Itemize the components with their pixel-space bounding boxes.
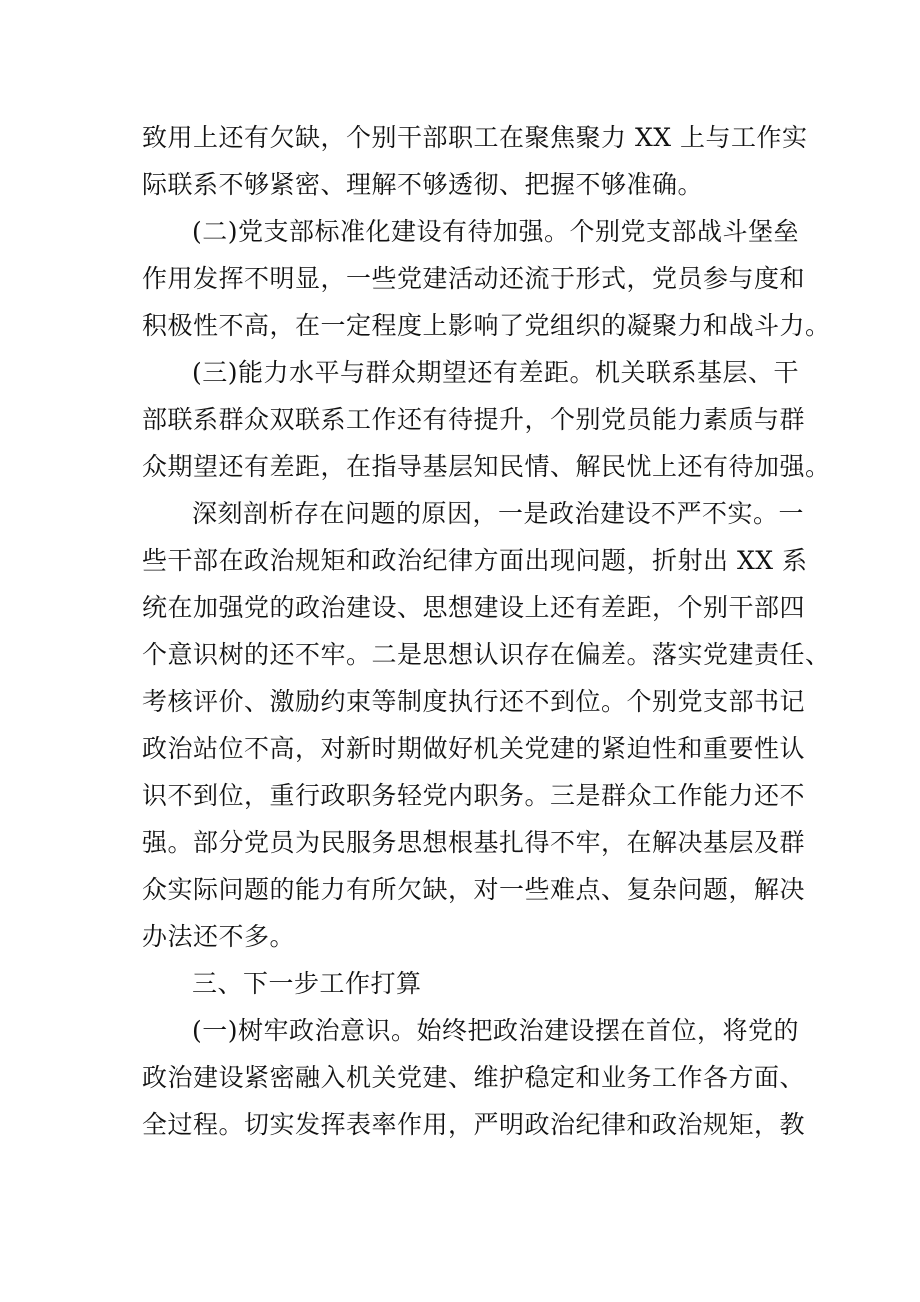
text-line: 作用发挥不明显，一些党建活动还流于形式，党员参与度和: [142, 264, 806, 293]
document-body: [142, 114, 831, 1148]
paragraph-first-line: 深刻剖析存在问题的原因，一是政治建设不严不实。一: [192, 499, 805, 528]
text-line: 政治站位不高，对新时期做好机关党建的紧迫性和重要性认: [142, 734, 806, 763]
paragraph-first-line: (三)能力水平与群众期望还有差距。机关联系基层、干: [192, 358, 800, 387]
text-line: 些干部在政治规矩和政治纪律方面出现问题，折射出 XX 系: [142, 546, 808, 575]
paragraph-first-line: (一)树牢政治意识。始终把政治建设摆在首位，将党的: [192, 1016, 800, 1045]
section-heading: 三、下一步工作打算: [192, 969, 422, 998]
paragraph-first-line: (二)党支部标准化建设有待加强。个别党支部战斗堡垒: [192, 217, 800, 246]
text-line: 政治建设紧密融入机关党建、维护稳定和业务工作各方面、: [142, 1063, 806, 1092]
text-line: 统在加强党的政治建设、思想建设上还有差距，个别干部四: [142, 593, 806, 622]
text-line: 部联系群众双联系工作还有待提升，个别党员能力素质与群: [142, 405, 806, 434]
text-line: 全过程。切实发挥表率作用，严明政治纪律和政治规矩，教: [142, 1110, 806, 1139]
text-line: 众期望还有差距，在指导基层知民情、解民忧上还有待加强。: [142, 452, 831, 481]
text-line: 考核评价、激励约束等制度执行还不到位。个别党支部书记: [142, 687, 806, 716]
text-line: 际联系不够紧密、理解不够透彻、把握不够准确。: [142, 170, 704, 199]
text-line: 积极性不高，在一定程度上影响了党组织的凝聚力和战斗力。: [142, 311, 831, 340]
text-line: 致用上还有欠缺，个别干部职工在聚焦聚力 XX 上与工作实: [142, 123, 808, 152]
text-line: 强。部分党员为民服务思想根基扎得不牢，在解决基层及群: [142, 828, 806, 857]
text-line: 众实际问题的能力有所欠缺，对一些难点、复杂问题，解决: [142, 875, 806, 904]
text-line: 办法还不多。: [142, 922, 296, 951]
text-line: 识不到位，重行政职务轻党内职务。三是群众工作能力还不: [142, 781, 806, 810]
text-line: 个意识树的还不牢。二是思想认识存在偏差。落实党建责任、: [142, 640, 831, 669]
